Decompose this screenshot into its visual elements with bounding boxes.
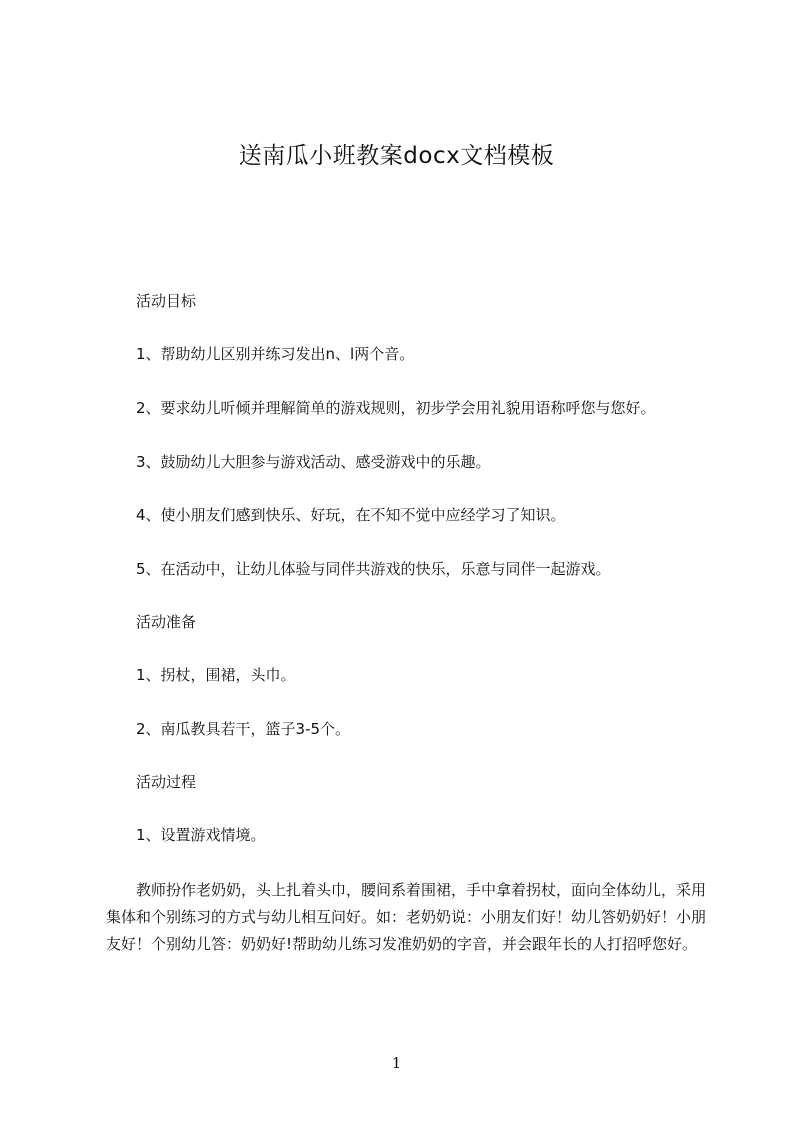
goal-item-1: 1、帮助幼儿区别并练习发出n、l两个音。 (136, 345, 415, 363)
process-paragraph: 教师扮作老奶奶，头上扎着头巾，腰间系着围裙，手中拿着拐杖，面向全体幼儿，采用集体和个别练习的方式与幼儿相互问好。如：老奶奶说：小朋友们好！幼儿答奶奶好！小朋友好！个别幼儿答：奶奶好!帮助幼儿练习发准奶奶的字音，并会跟年长的人打招呼您好。 (106, 881, 707, 953)
goal-item-2: 2、要求幼儿听倾并理解简单的游戏规则，初步学会用礼貌用语称呼您与您好。 (136, 399, 656, 417)
section-heading-process: 活动过程 (136, 773, 197, 791)
goal-item-3: 3、鼓励幼儿大胆参与游戏活动、感受游戏中的乐趣。 (136, 453, 491, 471)
process-item-1: 1、设置游戏情境。 (136, 826, 266, 844)
section-heading-preparation: 活动准备 (136, 613, 197, 631)
goal-item-5: 5、在活动中，让幼儿体验与同伴共游戏的快乐，乐意与同伴一起游戏。 (136, 560, 611, 578)
document-title: 送南瓜小班教案docx文档模板 (238, 143, 555, 169)
goal-item-4: 4、使小朋友们感到快乐、好玩，在不知不觉中应经学习了知识。 (136, 506, 566, 524)
page-number: 1 (391, 1054, 402, 1072)
section-heading-goals: 活动目标 (136, 292, 197, 310)
preparation-item-2: 2、南瓜教具若干，篮子3-5个。 (136, 720, 351, 738)
preparation-item-1: 1、拐杖，围裙，头巾。 (136, 666, 296, 684)
